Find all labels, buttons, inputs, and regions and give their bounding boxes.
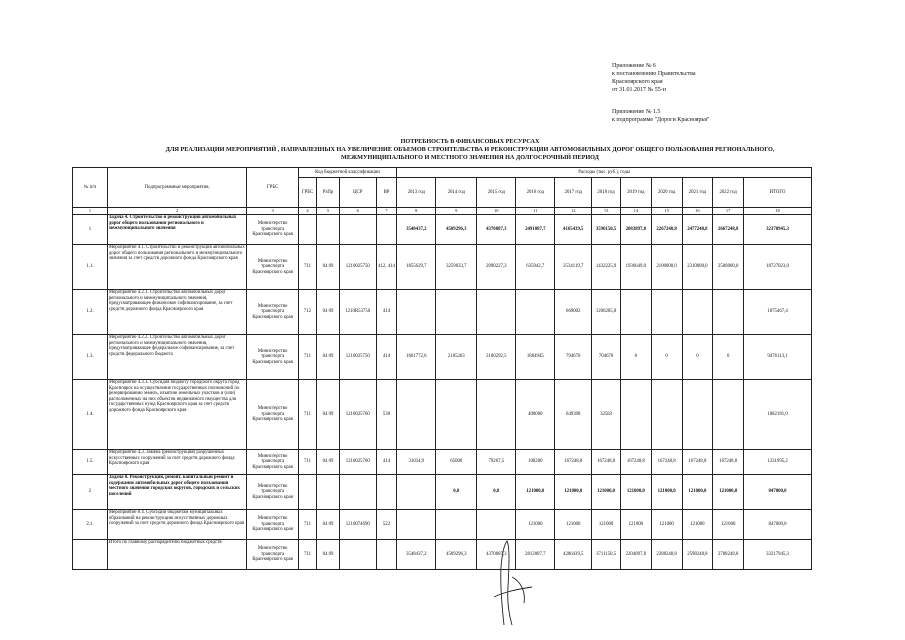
col-header-year: 2020 год bbox=[651, 178, 682, 208]
row-year-value bbox=[397, 510, 436, 540]
row-code-grbs: 711 bbox=[298, 335, 316, 380]
column-number: 12 bbox=[555, 208, 592, 215]
table-row bbox=[73, 335, 812, 380]
row-year-value: 2100292,5 bbox=[477, 335, 516, 380]
row-code-vr bbox=[376, 475, 397, 510]
row-year-value: 794670 bbox=[555, 335, 592, 380]
column-number: 9 bbox=[436, 208, 477, 215]
row-activity-name: Итого по главному распорядителю бюджетных средств bbox=[107, 540, 247, 570]
column-number: 10 bbox=[477, 208, 516, 215]
column-number: 17 bbox=[713, 208, 744, 215]
row-activity-name: Мероприятие 8.4. Субсидии бюджетам муниципальных образований на реконструкцию искусственных дорожных сооружений за счет средств дорожного фонда Красноярского края bbox=[107, 510, 247, 540]
row-code-rzpr: 04 09 bbox=[317, 245, 340, 290]
row-year-value bbox=[713, 290, 744, 335]
row-grbs: Министерство транспорта Красноярского края bbox=[247, 475, 298, 510]
row-code-grbs: 711 bbox=[298, 245, 316, 290]
row-year-value bbox=[397, 290, 436, 335]
row-year-value: 4370887,3 bbox=[477, 540, 516, 570]
col-header-year: 2018 год bbox=[592, 178, 621, 208]
row-year-value bbox=[620, 290, 651, 335]
row-year-value: 121000 bbox=[713, 510, 744, 540]
row-grbs: Министерство транспорта Красноярского края bbox=[247, 290, 298, 335]
row-year-value bbox=[397, 380, 436, 450]
row-year-value: 121000 bbox=[651, 510, 682, 540]
row-year-value bbox=[682, 290, 713, 335]
row-year-value: 2185263 bbox=[436, 335, 477, 380]
row-grbs: Министерство транспорта Красноярского края bbox=[247, 215, 298, 245]
row-year-value: 2534119,7 bbox=[555, 245, 592, 290]
row-year-value: 1206205,8 bbox=[592, 290, 621, 335]
row-year-value: 121000,0 bbox=[516, 475, 555, 510]
column-number: 3 bbox=[247, 208, 298, 215]
col-header-code: ГРБС bbox=[298, 178, 316, 208]
column-number: 4 bbox=[298, 208, 316, 215]
row-code-rzpr: 04 09 bbox=[317, 540, 340, 570]
col-header-name: Подпрограммные мероприятия, bbox=[107, 168, 247, 208]
row-year-value: 1804945 bbox=[516, 335, 555, 380]
row-year-value: 2788248,8 bbox=[713, 540, 744, 570]
appendix-line: к постановлению Правительства bbox=[612, 71, 696, 77]
row-year-value: 1661772,6 bbox=[397, 335, 436, 380]
row-year-value: 121000,0 bbox=[592, 475, 621, 510]
row-year-value: 167248,8 bbox=[555, 450, 592, 475]
row-code-vr bbox=[376, 540, 397, 570]
column-number: 1 bbox=[73, 208, 108, 215]
row-year-value: 2598248,8 bbox=[682, 540, 713, 570]
row-activity-name: Мероприятие 4.2.2. Строительство автомобильных дорог регионального и межмуниципального значения, предусматривающее федеральное софинансирование, за счет средств федерального бюджета bbox=[107, 335, 247, 380]
row-year-value: 4370887,3 bbox=[477, 215, 516, 245]
row-grbs: Министерство транспорта Красноярского края bbox=[247, 335, 298, 380]
row-grbs: Министерство транспорта Красноярского края bbox=[247, 380, 298, 450]
row-grbs: Министерство транспорта Красноярского края bbox=[247, 245, 298, 290]
column-number-row bbox=[73, 208, 812, 215]
table-row bbox=[73, 510, 812, 540]
row-code-grbs bbox=[298, 215, 316, 245]
row-year-value: 32583 bbox=[592, 380, 621, 450]
row-activity-name: Мероприятие 4.3.3. Субсидия бюджету городского округа город Красноярск на осуществление государственных полномочий по резервированию земель, изъятию земельных участков и (или) расположенных на них объектов недвижимого имущества для государственных нужд Красноярского края за счет средств дорожного фонда Красноярского края bbox=[107, 380, 247, 450]
row-total: 1875467,4 bbox=[744, 290, 812, 335]
row-year-value: 2477248,8 bbox=[682, 215, 713, 245]
row-year-value: 4286439,5 bbox=[555, 540, 592, 570]
row-year-value: 100200 bbox=[516, 450, 555, 475]
row-code-grbs: 711 bbox=[298, 450, 316, 475]
row-year-value: 4509296,3 bbox=[436, 540, 477, 570]
row-activity-name: Мероприятие 4.3. Замена (реконструкция) разрушенных искусственных сооружений за счет средств дорожного фонда Красноярского края bbox=[107, 450, 247, 475]
row-code-csr: 1210025760 bbox=[339, 380, 376, 450]
finance-table-wrapper bbox=[72, 167, 812, 570]
row-code-csr: 1210025750 bbox=[339, 245, 376, 290]
row-code-rzpr: 04 09 bbox=[317, 290, 340, 335]
row-year-value bbox=[477, 510, 516, 540]
col-header-code: ЦСР bbox=[339, 178, 376, 208]
row-year-value: 121000,0 bbox=[620, 475, 651, 510]
table-row bbox=[73, 540, 812, 570]
row-year-value: 2310000,0 bbox=[682, 245, 713, 290]
row-year-value: 31034,9 bbox=[397, 450, 436, 475]
row-total: 18727023,0 bbox=[744, 245, 812, 290]
row-year-value bbox=[436, 290, 477, 335]
column-number: 13 bbox=[592, 208, 621, 215]
row-year-value: 121000,0 bbox=[555, 475, 592, 510]
table-row bbox=[73, 380, 812, 450]
appendix-line: к подпрограмме "Дороги Красноярья" bbox=[612, 117, 710, 123]
row-year-value bbox=[620, 380, 651, 450]
column-number: 5 bbox=[317, 208, 340, 215]
appendix-line: от 31.01.2017 № 55-п bbox=[612, 87, 666, 93]
row-year-value: 1936649,0 bbox=[620, 245, 651, 290]
row-year-value: 65000 bbox=[436, 450, 477, 475]
finance-table bbox=[72, 167, 812, 570]
row-number: 2 bbox=[73, 475, 108, 510]
document-subtitle-cont: МЕЖМУНИЦИПАЛЬНОГО И МЕСТНОГО ЗНАЧЕНИЯ НА ДОЛГОСРОЧНЫЙ ПЕРИОД bbox=[341, 154, 599, 161]
row-year-value: 3548437,2 bbox=[397, 540, 436, 570]
row-year-value: 3259033,7 bbox=[436, 245, 477, 290]
row-year-value: 1855629,7 bbox=[397, 245, 436, 290]
row-code-csr: 1210025760 bbox=[339, 450, 376, 475]
table-row bbox=[73, 475, 812, 510]
column-number: 6 bbox=[339, 208, 376, 215]
row-year-value: 2491087,7 bbox=[516, 215, 555, 245]
row-year-value: 2667248,8 bbox=[713, 215, 744, 245]
row-year-value: 4509296,3 bbox=[436, 215, 477, 245]
row-grbs: Министерство транспорта Красноярского края bbox=[247, 450, 298, 475]
row-year-value: 121000 bbox=[516, 510, 555, 540]
row-code-vr: 522 bbox=[376, 510, 397, 540]
row-year-value: 0 bbox=[682, 335, 713, 380]
row-code-csr: 1210074690 bbox=[339, 510, 376, 540]
row-year-value: 121000 bbox=[682, 510, 713, 540]
column-number: 2 bbox=[107, 208, 247, 215]
column-number: 14 bbox=[620, 208, 651, 215]
row-total: 847000,0 bbox=[744, 510, 812, 540]
row-total: 1331995,2 bbox=[744, 450, 812, 475]
col-header-year: 2016 год bbox=[516, 178, 555, 208]
row-year-value: 3711150,5 bbox=[592, 540, 621, 570]
row-year-value bbox=[477, 380, 516, 450]
row-year-value: 669002 bbox=[555, 290, 592, 335]
row-year-value: 0,0 bbox=[436, 475, 477, 510]
row-year-value: 3548437,2 bbox=[397, 215, 436, 245]
row-activity-name: Задача 4. Строительство и реконструкция автомобильных дорог общего пользования регионального и межмуниципального значения bbox=[107, 215, 247, 245]
col-header-year: 2021 год bbox=[682, 178, 713, 208]
row-code-vr: 414 bbox=[376, 290, 397, 335]
row-number: 1.1. bbox=[73, 245, 108, 290]
row-code-rzpr: 04 09 bbox=[317, 450, 340, 475]
row-year-value bbox=[651, 380, 682, 450]
row-number: 1.5. bbox=[73, 450, 108, 475]
column-number: 18 bbox=[744, 208, 812, 215]
appendix-line: Приложение № 6 bbox=[612, 63, 656, 69]
row-code-grbs: 711 bbox=[298, 510, 316, 540]
appendix-line: Приложение № 1.5 bbox=[612, 109, 661, 115]
appendix-note bbox=[612, 62, 709, 124]
row-year-value: 2500000,0 bbox=[713, 245, 744, 290]
row-year-value: 2388248,8 bbox=[651, 540, 682, 570]
column-number: 11 bbox=[516, 208, 555, 215]
row-year-value: 167248,8 bbox=[620, 450, 651, 475]
row-year-value: 121000,0 bbox=[651, 475, 682, 510]
row-year-value bbox=[682, 380, 713, 450]
table-row bbox=[73, 245, 812, 290]
row-code-vr bbox=[376, 215, 397, 245]
row-year-value: 167248,8 bbox=[651, 450, 682, 475]
col-header-code-group: Код бюджетной классификации bbox=[298, 168, 397, 178]
row-number: 1 bbox=[73, 215, 108, 245]
row-number: 2.1. bbox=[73, 510, 108, 540]
row-year-value: 649398 bbox=[555, 380, 592, 450]
row-year-value: 79267,5 bbox=[477, 450, 516, 475]
row-code-csr bbox=[339, 475, 376, 510]
col-header-expenses-group: Расходы (тыс. руб.), годы bbox=[397, 168, 812, 178]
appendix-line: Красноярского края bbox=[612, 79, 663, 85]
row-year-value bbox=[436, 380, 477, 450]
row-code-rzpr: 04 09 bbox=[317, 335, 340, 380]
row-code-vr: 414 bbox=[376, 335, 397, 380]
row-year-value: 4165439,5 bbox=[555, 215, 592, 245]
col-header-year: 2019 год bbox=[620, 178, 651, 208]
column-number: 16 bbox=[682, 208, 713, 215]
row-code-rzpr bbox=[317, 215, 340, 245]
col-header-total: ИТОГО bbox=[744, 178, 812, 208]
row-year-value: 635942,7 bbox=[516, 245, 555, 290]
row-activity-name: Мероприятие 4.1. Строительство и реконструкция автомобильных дорог общего пользования регионального и межмуниципального значения за счет средств дорожного фонда Красноярского края bbox=[107, 245, 247, 290]
row-number bbox=[73, 540, 108, 570]
row-code-vr: 530 bbox=[376, 380, 397, 450]
row-code-csr bbox=[339, 215, 376, 245]
row-year-value: 400000 bbox=[516, 380, 555, 450]
row-year-value: 167248,8 bbox=[713, 450, 744, 475]
row-year-value: 2083897,8 bbox=[620, 215, 651, 245]
row-year-value bbox=[397, 475, 436, 510]
row-year-value: 167248,8 bbox=[682, 450, 713, 475]
col-header-code: РзПр bbox=[317, 178, 340, 208]
row-code-vr: 412, 414 bbox=[376, 245, 397, 290]
row-year-value: 2090227,3 bbox=[477, 245, 516, 290]
row-year-value: 704670 bbox=[592, 335, 621, 380]
row-year-value: 167248,8 bbox=[592, 450, 621, 475]
row-activity-name: Мероприятие 4.2.1. Строительство автомобильных дорог регионального и межмуниципального значения, предусматривающее финансовое софинансирование, за счет средств дорожного фонда Красноярского края bbox=[107, 290, 247, 335]
row-year-value: 2812087,7 bbox=[516, 540, 555, 570]
col-header-code: ВР bbox=[376, 178, 397, 208]
row-code-csr bbox=[339, 540, 376, 570]
row-year-value: 0,0 bbox=[477, 475, 516, 510]
column-number: 8 bbox=[397, 208, 436, 215]
row-year-value: 0 bbox=[620, 335, 651, 380]
col-header-year: 2017 год bbox=[555, 178, 592, 208]
row-code-grbs bbox=[298, 475, 316, 510]
row-year-value: 2100000,0 bbox=[651, 245, 682, 290]
row-year-value: 2204897,8 bbox=[620, 540, 651, 570]
row-total: 847000,0 bbox=[744, 475, 812, 510]
table-row bbox=[73, 450, 812, 475]
row-code-vr: 414 bbox=[376, 450, 397, 475]
col-header-year: 2014 год bbox=[436, 178, 477, 208]
row-number: 1.2. bbox=[73, 290, 108, 335]
row-year-value: 0 bbox=[651, 335, 682, 380]
col-header-year: 2013 год bbox=[397, 178, 436, 208]
row-code-rzpr: 04 09 bbox=[317, 510, 340, 540]
col-header-num: № п/п bbox=[73, 168, 108, 208]
document-title: ПОТРЕБНОСТЬ В ФИНАНСОВЫХ РЕСУРСАХ bbox=[400, 138, 540, 145]
row-total: 9476113,1 bbox=[744, 335, 812, 380]
row-activity-name: Задача 8. Реконструкция, ремонт, капитальный ремонт и содержание автомобильных дорог общего пользования местного значения городских округов, городских и сельских поселений bbox=[107, 475, 247, 510]
row-total: 1082181,0 bbox=[744, 380, 812, 450]
row-year-value bbox=[436, 510, 477, 540]
column-number: 7 bbox=[376, 208, 397, 215]
row-year-value: 121000,0 bbox=[713, 475, 744, 510]
document-subtitle: ДЛЯ РЕАЛИЗАЦИИ МЕРОПРИЯТИЙ , НАПРАВЛЕННЫХ НА УВЕЛИЧЕНИЕ ОБЪЕМОВ СТРОИТЕЛЬСТВА И РЕКОНСТРУКЦИИ АВТОМОБИЛЬНЫХ ДОРОГ ОБЩЕГО ПОЛЬЗОВАНИЯ РЕГИОНАЛЬНОГО, bbox=[165, 146, 775, 153]
row-grbs: Министерство транспорта Красноярского края bbox=[247, 510, 298, 540]
handwritten-signature bbox=[474, 537, 544, 627]
table-row bbox=[73, 215, 812, 245]
row-total: 33217945,3 bbox=[744, 540, 812, 570]
row-year-value: 121000,0 bbox=[682, 475, 713, 510]
row-code-csr: 1210R53750 bbox=[339, 290, 376, 335]
row-year-value bbox=[651, 290, 682, 335]
row-year-value: 121000 bbox=[592, 510, 621, 540]
row-code-grbs: 712 bbox=[298, 290, 316, 335]
row-year-value: 1432225,9 bbox=[592, 245, 621, 290]
row-code-grbs: 711 bbox=[298, 540, 316, 570]
table-row bbox=[73, 290, 812, 335]
row-number: 1.4. bbox=[73, 380, 108, 450]
row-year-value: 0 bbox=[713, 335, 744, 380]
column-number: 15 bbox=[651, 208, 682, 215]
row-code-rzpr bbox=[317, 475, 340, 510]
row-year-value bbox=[713, 380, 744, 450]
row-year-value bbox=[477, 290, 516, 335]
row-year-value: 121000 bbox=[620, 510, 651, 540]
row-code-csr: 1210025750 bbox=[339, 335, 376, 380]
table-body bbox=[73, 208, 812, 570]
row-year-value: 3590150,5 bbox=[592, 215, 621, 245]
row-year-value bbox=[516, 290, 555, 335]
row-grbs: Министерство транспорта Красноярского края bbox=[247, 540, 298, 570]
row-number: 1.3. bbox=[73, 335, 108, 380]
row-total: 32370945,3 bbox=[744, 215, 812, 245]
row-year-value: 2267248,8 bbox=[651, 215, 682, 245]
col-header-year: 2022 год bbox=[713, 178, 744, 208]
row-code-grbs: 711 bbox=[298, 380, 316, 450]
row-year-value: 121000 bbox=[555, 510, 592, 540]
col-header-grbs: ГРБС bbox=[247, 168, 298, 208]
col-header-year: 2015 год bbox=[477, 178, 516, 208]
row-code-rzpr: 04 09 bbox=[317, 380, 340, 450]
